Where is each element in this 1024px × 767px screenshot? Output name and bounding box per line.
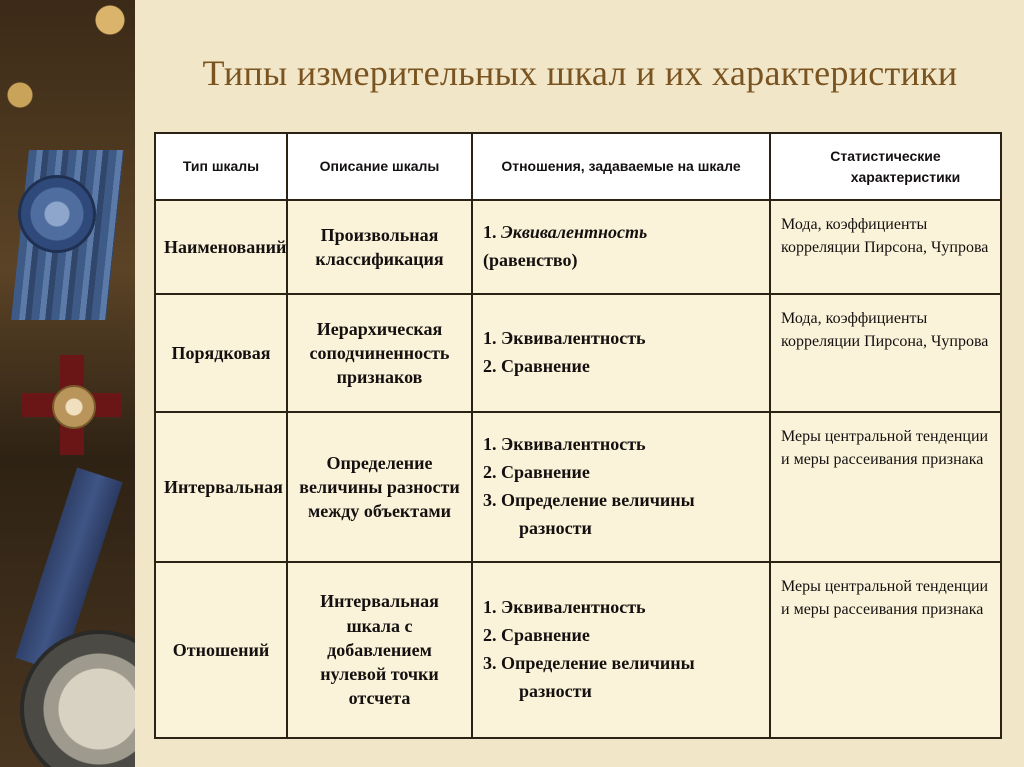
cell-relations <box>472 294 770 412</box>
cell-type: Отношений <box>155 562 287 738</box>
relation-item: 2. Сравнение <box>483 462 590 483</box>
relation-number: 1. <box>483 222 497 243</box>
table-row <box>155 412 1001 562</box>
cell-type: Порядковая <box>155 294 287 412</box>
relation-item: 1. Эквивалентность <box>483 434 646 455</box>
cell-statistics: Меры центральной тенденции и меры рассеивания признака <box>770 412 1001 562</box>
cell-statistics: Мода, коэффициенты корреляции Пирсона, Чупрова <box>770 200 1001 294</box>
cell-relations <box>472 200 770 294</box>
medal-center-icon <box>52 385 96 429</box>
relation-item <box>483 219 761 247</box>
table-row <box>155 562 1001 738</box>
cell-description: Иерархическая соподчиненность признаков <box>287 294 472 412</box>
scales-table <box>154 132 1002 739</box>
decorative-medal-image <box>0 0 135 767</box>
cell-description: Определение величины разности между объектами <box>287 412 472 562</box>
relation-item: разности <box>519 680 592 701</box>
header-type: Тип шкалы <box>155 133 287 200</box>
relation-item: 3. Определение величины <box>483 490 695 510</box>
table-header-row <box>155 133 1001 200</box>
relation-item: 1. Эквивалентность <box>483 597 646 618</box>
cell-type: Интервальная <box>155 412 287 562</box>
table-row <box>155 294 1001 412</box>
cell-type: Наименований <box>155 200 287 294</box>
header-description: Описание шкалы <box>287 133 472 200</box>
cell-description: Интервальная шкала с добавлением нулевой точки отсчета <box>287 562 472 738</box>
relation-italic: Эквивалентность <box>501 222 648 243</box>
relation-item: 3. Определение величины <box>483 653 695 673</box>
cell-relations <box>472 562 770 738</box>
cell-statistics: Мода, коэффициенты корреляции Пирсона, Чупрова <box>770 294 1001 412</box>
relation-item: 2. Сравнение <box>483 356 590 376</box>
relation-item: (равенство) <box>483 250 578 270</box>
header-relations: Отношения, задаваемые на шкале <box>472 133 770 200</box>
cell-relations <box>472 412 770 562</box>
relation-item: 2. Сравнение <box>483 625 590 646</box>
relation-item: разности <box>519 517 592 538</box>
header-statistics: Статистические характеристики <box>770 133 1001 200</box>
slide-title: Типы измерительных шкал и их характеристики <box>202 53 958 93</box>
rosette-icon <box>18 175 96 253</box>
relation-item: 1. Эквивалентность <box>483 328 646 349</box>
table-row <box>155 200 1001 294</box>
cell-statistics: Меры центральной тенденции и меры рассеивания признака <box>770 562 1001 738</box>
cell-description: Произвольная классификация <box>287 200 472 294</box>
